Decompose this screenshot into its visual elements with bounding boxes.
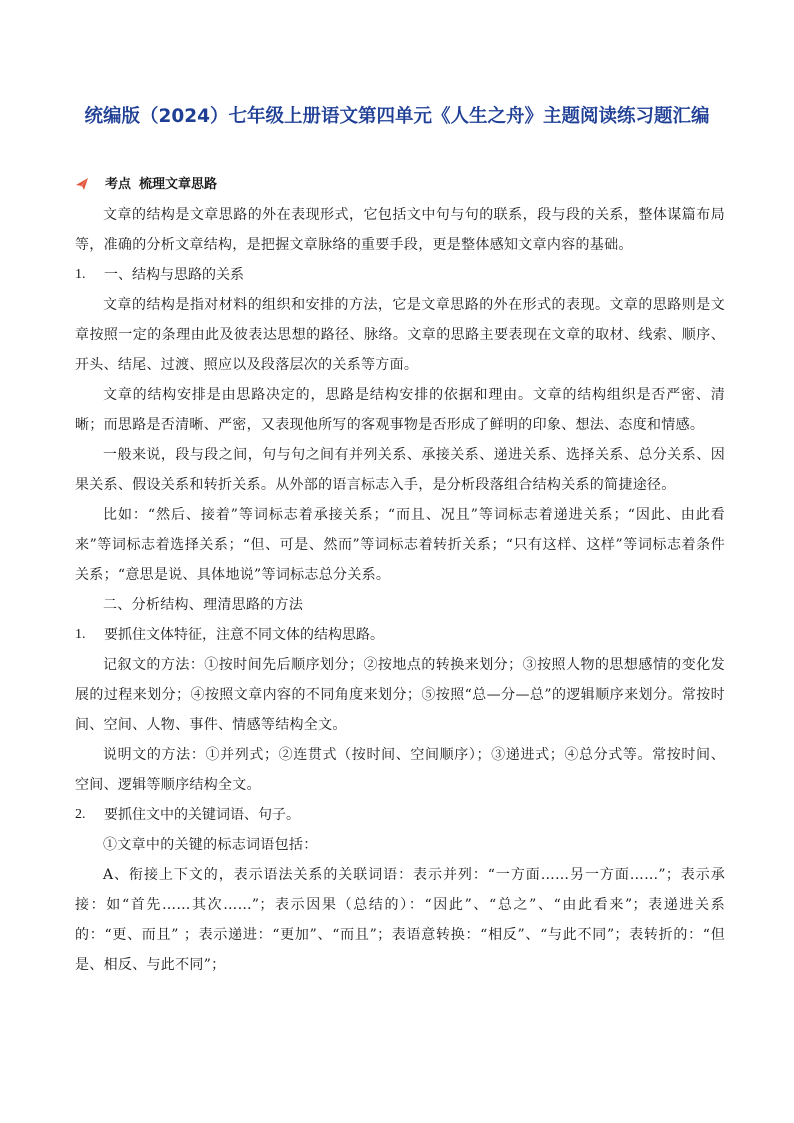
page-title: 统编版（2024）七年级上册语文第四单元《人生之舟》主题阅读练习题汇编 bbox=[84, 106, 710, 127]
numbered-item-1 bbox=[75, 260, 725, 290]
paragraph: 记叙文的方法：①按时间先后顺序划分；②按地点的转换来划分；③按照人物的思想感情的变化发展的过程来划分；④按照文章内容的不同角度来划分；⑤按照“总—分—总”的逻辑顺序来划分。常按时间、空间、人物、事件、情感等结构全文。 bbox=[75, 657, 725, 733]
numbered-item-2 bbox=[75, 620, 725, 650]
item-text: 要抓住文中的关键词语、句子。 bbox=[104, 807, 300, 823]
subheading: 二、分析结构、理清思路的方法 bbox=[103, 597, 304, 613]
numbered-item-3 bbox=[75, 800, 725, 830]
item-text: 要抓住文体特征，注意不同文体的结构思路。 bbox=[104, 627, 384, 643]
item-text: 一、结构与思路的关系 bbox=[104, 267, 244, 283]
paragraph: 文章的结构安排是由思路决定的，思路是结构安排的依据和理由。文章的结构组织是否严密、清晰；而思路是否清晰、严密，又表现他所写的客观事物是否形成了鲜明的印象、想法、态度和情感。 bbox=[75, 387, 725, 433]
paper-plane-icon bbox=[75, 177, 91, 193]
item-number: 1. bbox=[75, 627, 86, 642]
paragraph: 文章的结构是指对材料的组织和安排的方法，它是文章思路的外在形式的表现。文章的思路则是文章按照一定的条理由此及彼表达思想的路径、脉络。文章的思路主要表现在文章的取材、线索、顺序、开头、结尾、过渡、照应以及段落层次的关系等方面。 bbox=[75, 297, 725, 373]
intro-paragraph: 文章的结构是文章思路的外在表现形式，它包括文中句与句的联系，段与段的关系，整体谋篇布局等，准确的分析文章结构，是把握文章脉络的重要手段，更是整体感知文章内容的基础。 bbox=[75, 207, 725, 253]
paragraph: 说明文的方法：①并列式；②连贯式（按时间、空间顺序）；③递进式；④总分式等。常按时间、空间、逻辑等顺序结构全文。 bbox=[75, 747, 725, 793]
paragraph: A、衔接上下文的，表示语法关系的关联词语：表示并列：“一方面……另一方面……”；表示承接：如“首先……其次……”；表示因果（总结的）：“因此”、“总之”、“由此看来”；表递进关系的：“更、而且” ；表示递进：“更加”、“而且”；表语意转换：“相反”、“与此不同”；表转折的：“但是、相反、与此不同”； bbox=[75, 867, 725, 973]
document-body bbox=[75, 170, 725, 980]
paragraph: ①文章中的关键的标志词语包括： bbox=[103, 837, 318, 853]
section-heading bbox=[75, 170, 725, 200]
paragraph: 比如：“然后、接着”等词标志着承接关系；“而且、况且”等词标志着递进关系；“因此、由此看来”等词标志着选择关系；“但、可是、然而”等词标志着转折关系；“只有这样、这样”等词标志着条件关系；“意思是说、具体地说”等词标志总分关系。 bbox=[75, 507, 725, 583]
section-name: 梳理文章思路 bbox=[139, 177, 218, 192]
section-tag: 考点 bbox=[105, 177, 132, 192]
item-number: 1. bbox=[75, 267, 86, 282]
item-number: 2. bbox=[75, 807, 86, 822]
paragraph: 一般来说，段与段之间，句与句之间有并列关系、承接关系、递进关系、选择关系、总分关系、因果关系、假设关系和转折关系。从外部的语言标志入手，是分析段落组合结构关系的简捷途径。 bbox=[75, 447, 725, 493]
